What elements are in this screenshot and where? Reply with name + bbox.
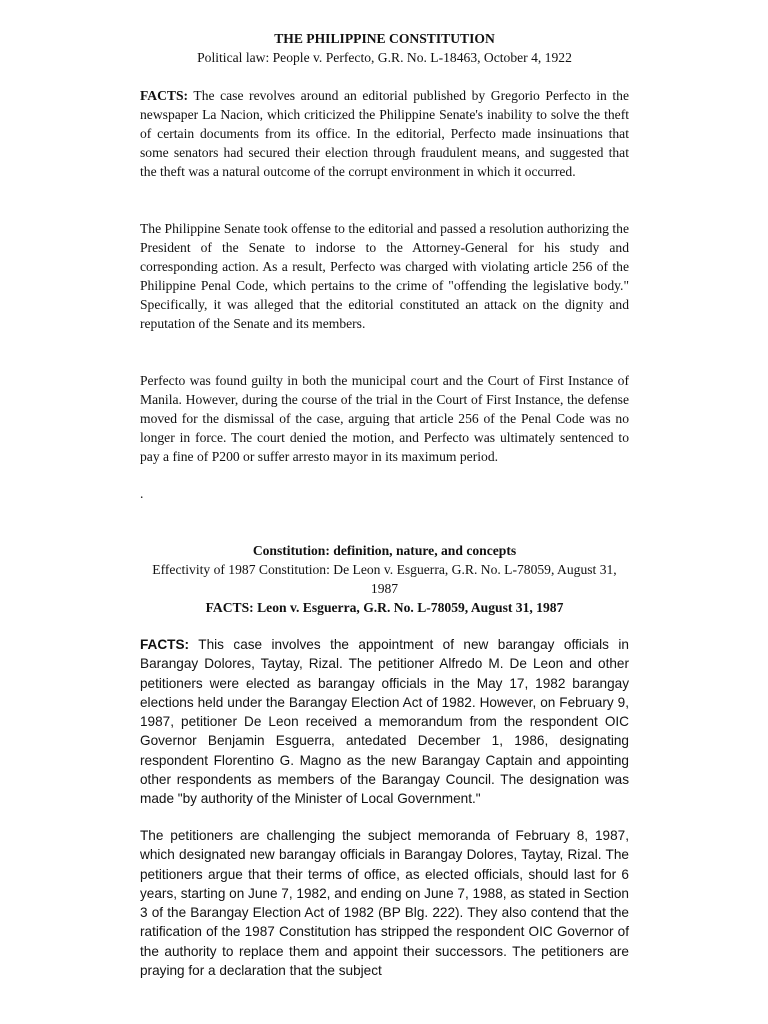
paragraph-text: This case involves the appointment of new barangay officials in Barangay Dolores, Taytay, Rizal. The petitioner Alfredo M. De Leon and other petitioners were elected as barangay officials in the May 17, 1982 barangay elections held under the Barangay Election Act of 1982. However, on February 9, 1987, petitioner De Leon received a memorandum from the respondent OIC Governor Benjamin Esguerra, antedated December 1, 1986, designating respondent Florentino G. Magno as the new Barangay Captain and appointing other respondents as members of the Barangay Council. The designation was made "by authority of the Minister of Local Government.": [140, 637, 629, 807]
section1-paragraph-2: [140, 219, 629, 333]
paragraph-text: The case revolves around an editorial published by Gregorio Perfecto in the newspaper La Nacion, which criticized the Philippine Senate's inability to solve the theft of certain documents from its office. In the editorial, Perfecto made insinuations that some senators had secured their election through fraudulent means, and suggested that the theft was a natural outcome of the corrupt environment in which it occurred.: [140, 88, 629, 179]
paragraph-text: The petitioners are challenging the subject memoranda of February 8, 1987, which designated new barangay officials in Barangay Dolores, Taytay, Rizal. The petitioners argue that their terms of office, as elected officials, should last for 6 years, starting on June 7, 1982, and ending on June 7, 1988, as stated in Section 3 of the Barangay Election Act of 1982 (BP Blg. 222). They also contend that the ratification of the 1987 Constitution has stripped the respondent OIC Governor of the authority to replace them and appoint their successors. The petitioners are praying for a declaration that the subject: [140, 828, 629, 979]
page-title: THE PHILIPPINE CONSTITUTION: [274, 31, 495, 46]
facts-label: FACTS:: [140, 88, 189, 103]
section1-header: [140, 29, 629, 67]
section-subtitle: Effectivity of 1987 Constitution: De Leon v. Esguerra, G.R. No. L-78059, August 31, 1987: [152, 562, 617, 596]
paragraph-text: Perfecto was found guilty in both the municipal court and the Court of First Instance of Manila. However, during the course of the trial in the Court of First Instance, the defense moved for the dismissal of the case, arguing that article 256 of the Penal Code was no longer in force. The court denied the motion, and Perfecto was ultimately sentenced to pay a fine of P200 or suffer arresto mayor in its maximum period.: [140, 373, 629, 464]
stray-dot: .: [140, 486, 144, 501]
paragraph-text: The Philippine Senate took offense to the editorial and passed a resolution authorizing the President of the Senate to indorse to the Attorney-General for his study and corresponding action. As a result, Perfecto was charged with violating article 256 of the Philippine Penal Code, which pertains to the crime of "offending the legislative body." Specifically, it was alleged that the editorial constituted an attack on the dignity and reputation of the Senate and its members.: [140, 221, 629, 331]
section-title: Constitution: definition, nature, and concepts: [252, 543, 517, 558]
section1-paragraph-1: [140, 86, 629, 181]
section1-paragraph-3: [140, 371, 629, 466]
facts-label: FACTS:: [140, 637, 190, 652]
section2-paragraph-1: [140, 635, 629, 809]
facts-heading: FACTS: Leon v. Esguerra, G.R. No. L-78059, August 31, 1987: [205, 600, 564, 615]
case-citation: Political law: People v. Perfecto, G.R. No. L-18463, October 4, 1922: [197, 50, 572, 65]
section2-paragraph-2: [140, 826, 629, 980]
section2-header: [140, 541, 629, 617]
